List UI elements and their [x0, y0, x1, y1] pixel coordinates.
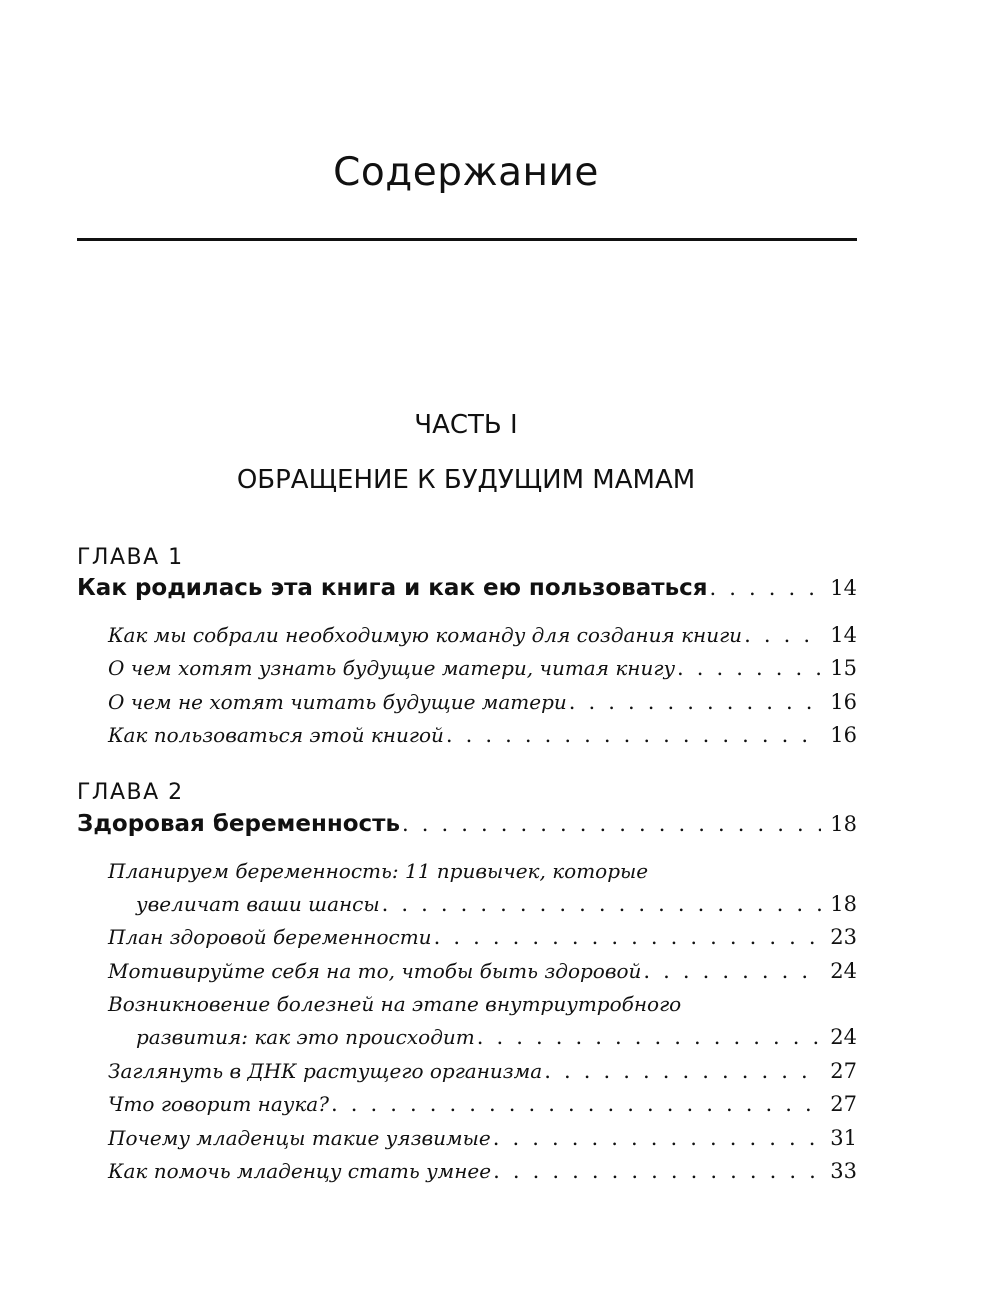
- toc-entry-section[interactable]: [136, 892, 857, 916]
- toc-entry-section[interactable]: [108, 623, 857, 647]
- page-number: 31: [830, 1126, 857, 1150]
- page-number: 14: [830, 576, 857, 600]
- toc-entry-section[interactable]: [108, 1059, 857, 1083]
- toc-entry-section[interactable]: [108, 1159, 857, 1183]
- section-title: Как помочь младенцу стать умнее: [108, 1159, 492, 1183]
- title-divider: [77, 238, 857, 241]
- page-number: 27: [830, 1092, 857, 1116]
- section-title: Заглянуть в ДНК растущего организма: [108, 1059, 543, 1083]
- dot-leader: [493, 1159, 821, 1183]
- dot-leader: [744, 623, 821, 647]
- page-number: 24: [830, 959, 857, 983]
- toc-entry-section[interactable]: [108, 723, 857, 747]
- toc-entry-section[interactable]: [108, 1126, 857, 1150]
- part-label: ЧАСТЬ I: [414, 410, 518, 440]
- section-title-line2: развития: как это происходит: [136, 1025, 475, 1049]
- toc-entry-chapter-2[interactable]: [77, 811, 857, 837]
- toc-entry-section[interactable]: [108, 959, 857, 983]
- dot-leader: [434, 925, 821, 949]
- page-number: 18: [830, 812, 857, 836]
- dot-leader: [677, 656, 821, 680]
- dot-leader: [643, 959, 821, 983]
- section-title-line1[interactable]: Планируем беременность: 11 привычек, которые: [108, 859, 649, 883]
- toc-entry-section[interactable]: [108, 690, 857, 714]
- dot-leader: [402, 812, 821, 836]
- section-title: План здоровой беременности: [108, 925, 432, 949]
- toc-entry-section[interactable]: [108, 1092, 857, 1116]
- dot-leader: [477, 1025, 821, 1049]
- dot-leader: [569, 690, 821, 714]
- section-title: Что говорит наука?: [108, 1092, 329, 1116]
- page-number: 16: [830, 690, 857, 714]
- dot-leader: [710, 576, 821, 600]
- page-number: 23: [830, 925, 857, 949]
- section-title: Мотивируйте себя на то, чтобы быть здоровой: [108, 959, 642, 983]
- dot-leader: [493, 1126, 821, 1150]
- section-title: Почему младенцы такие уязвимые: [108, 1126, 491, 1150]
- section-title-line2: увеличат ваши шансы: [136, 892, 380, 916]
- section-title: О чем хотят узнать будущие матери, читая книгу: [108, 656, 676, 680]
- dot-leader: [382, 892, 821, 916]
- toc-entry-section[interactable]: [136, 1025, 857, 1049]
- page-number: 16: [830, 723, 857, 747]
- chapter-label: ГЛАВА 1: [77, 545, 184, 570]
- dot-leader: [446, 723, 821, 747]
- dot-leader: [331, 1092, 821, 1116]
- chapter-title: Здоровая беременность: [77, 811, 401, 837]
- section-title: О чем не хотят читать будущие матери: [108, 690, 567, 714]
- chapter-label: ГЛАВА 2: [77, 780, 184, 805]
- dot-leader: [544, 1059, 821, 1083]
- section-title: Как пользоваться этой книгой: [108, 723, 444, 747]
- section-title: Как мы собрали необходимую команду для создания книги: [108, 623, 743, 647]
- toc-entry-chapter-1[interactable]: [77, 575, 857, 601]
- toc-entry-section[interactable]: [108, 925, 857, 949]
- part-title: ОБРАЩЕНИЕ К БУДУЩИМ МАМАМ: [236, 465, 696, 495]
- chapter-title: Как родилась эта книга и как ею пользоваться: [77, 575, 708, 601]
- page-number: 33: [830, 1159, 857, 1183]
- page-number: 27: [830, 1059, 857, 1083]
- section-title-line1[interactable]: Возникновение болезней на этапе внутриутробного: [108, 992, 682, 1016]
- page-number: 15: [830, 656, 857, 680]
- page-number: 14: [830, 623, 857, 647]
- toc-entry-section[interactable]: [108, 656, 857, 680]
- page-number: 24: [830, 1025, 857, 1049]
- page-number: 18: [830, 892, 857, 916]
- page-title: Содержание: [333, 150, 599, 195]
